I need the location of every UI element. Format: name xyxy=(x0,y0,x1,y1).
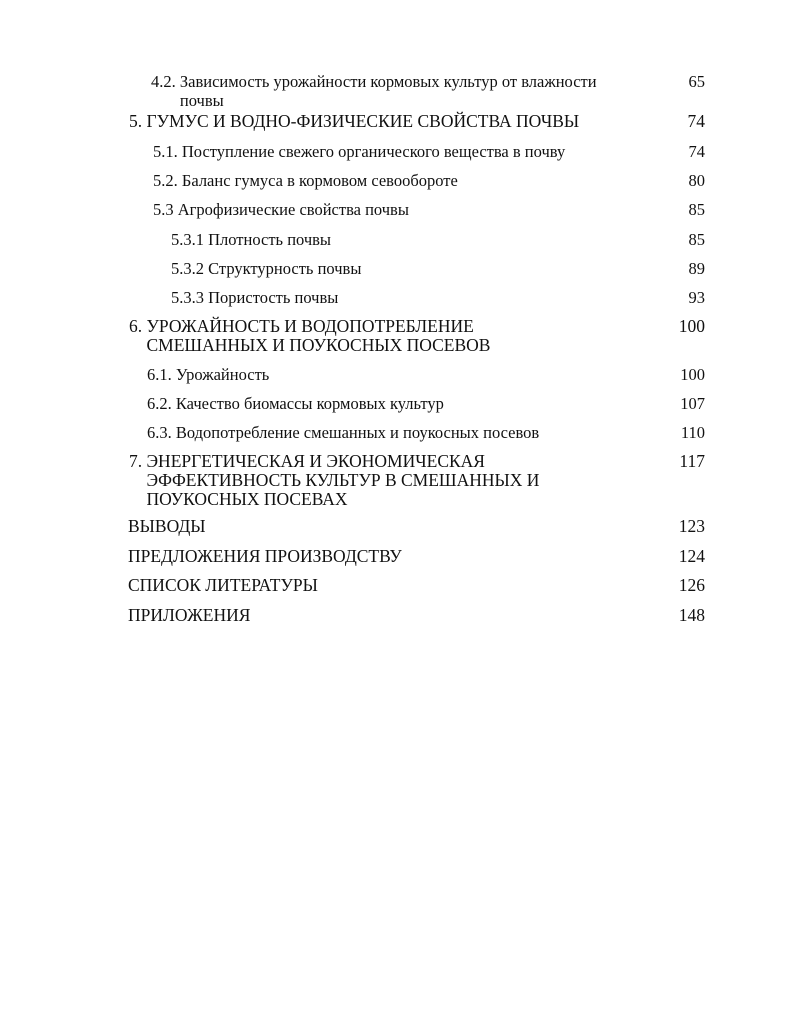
toc-entry-5-2 xyxy=(153,171,705,193)
toc-entry-6-2 xyxy=(147,394,705,416)
toc-entry-title: 5.3.2 Структурность почвы xyxy=(171,259,362,278)
toc-entry-title: 6.1. Урожайность xyxy=(147,365,270,384)
toc-entry-references xyxy=(128,576,705,598)
toc-entry-title: ПРИЛОЖЕНИЯ xyxy=(128,605,251,625)
toc-entry-page: 123 xyxy=(678,516,705,536)
toc-entry-title: 6. УРОЖАЙНОСТЬ И ВОДОПОТРЕБЛЕНИЕ СМЕШАННЫХ И ПОУКОСНЫХ ПОСЕВОВ xyxy=(129,316,491,355)
toc-entry-title: 5.3 Агрофизические свойства почвы xyxy=(153,200,409,219)
toc-entry-proposals xyxy=(128,547,705,569)
toc-entry-page: 117 xyxy=(679,451,705,471)
toc-entry-5-3 xyxy=(153,200,705,222)
toc-entry-5-3-3 xyxy=(171,288,705,310)
toc-entry-5-1 xyxy=(153,142,705,164)
toc-entry-title: ПРЕДЛОЖЕНИЯ ПРОИЗВОДСТВУ xyxy=(128,546,402,566)
toc-entry-5 xyxy=(129,112,705,134)
toc-entry-page: 85 xyxy=(688,230,705,249)
toc-entry-appendices xyxy=(128,606,705,628)
toc-entry-6-3 xyxy=(147,423,705,445)
toc-entry-title: 7. ЭНЕРГЕТИЧЕСКАЯ И ЭКОНОМИЧЕСКАЯ ЭФФЕКТИВНОСТЬ КУЛЬТУР В СМЕШАННЫХ И ПОУКОСНЫХ ПОСЕВАХ xyxy=(129,451,540,509)
toc-entry-title: ВЫВОДЫ xyxy=(128,516,206,536)
toc-entry-title: 5.3.3 Пористость почвы xyxy=(171,288,339,307)
toc-entry-page: 107 xyxy=(680,394,705,413)
toc-entry-5-3-1 xyxy=(171,230,705,252)
toc-entry-title: 6.3. Водопотребление смешанных и поукосных посевов xyxy=(147,423,540,442)
toc-entry-page: 80 xyxy=(688,171,705,190)
toc-entry-title: СПИСОК ЛИТЕРАТУРЫ xyxy=(128,575,318,595)
toc-entry-page: 74 xyxy=(687,111,705,131)
toc-entry-6-1 xyxy=(147,365,705,387)
toc-entry-page: 100 xyxy=(680,365,705,384)
toc-entry-page: 126 xyxy=(678,575,705,595)
toc-entry-page: 93 xyxy=(688,288,705,307)
toc-entry-5-3-2 xyxy=(171,259,705,281)
toc-entry-title: 5.2. Баланс гумуса в кормовом севообороте xyxy=(153,171,458,190)
toc-entry-page: 124 xyxy=(678,546,705,566)
toc-entry-4-2 xyxy=(151,72,705,112)
toc-entry-page: 65 xyxy=(688,72,705,91)
toc-entry-title: 5.1. Поступление свежего органического вещества в почву xyxy=(153,142,566,161)
toc-entry-page: 148 xyxy=(678,605,705,625)
toc-entry-page: 110 xyxy=(680,423,705,442)
toc-entry-title: 6.2. Качество биомассы кормовых культур xyxy=(147,394,444,413)
toc-entry-7 xyxy=(129,452,705,514)
toc-entry-title: 4.2. Зависимость урожайности кормовых культур от влажности почвы xyxy=(151,72,597,110)
toc-entry-title: 5. ГУМУС И ВОДНО-ФИЗИЧЕСКИЕ СВОЙСТВА ПОЧВЫ xyxy=(129,111,580,131)
toc-entry-title: 5.3.1 Плотность почвы xyxy=(171,230,332,249)
toc-entry-page: 85 xyxy=(688,200,705,219)
toc-entry-page: 100 xyxy=(678,316,705,336)
toc-entry-6 xyxy=(129,317,705,359)
toc-entry-page: 89 xyxy=(688,259,705,278)
toc-entry-conclusions xyxy=(128,517,705,539)
toc-entry-page: 74 xyxy=(688,142,705,161)
